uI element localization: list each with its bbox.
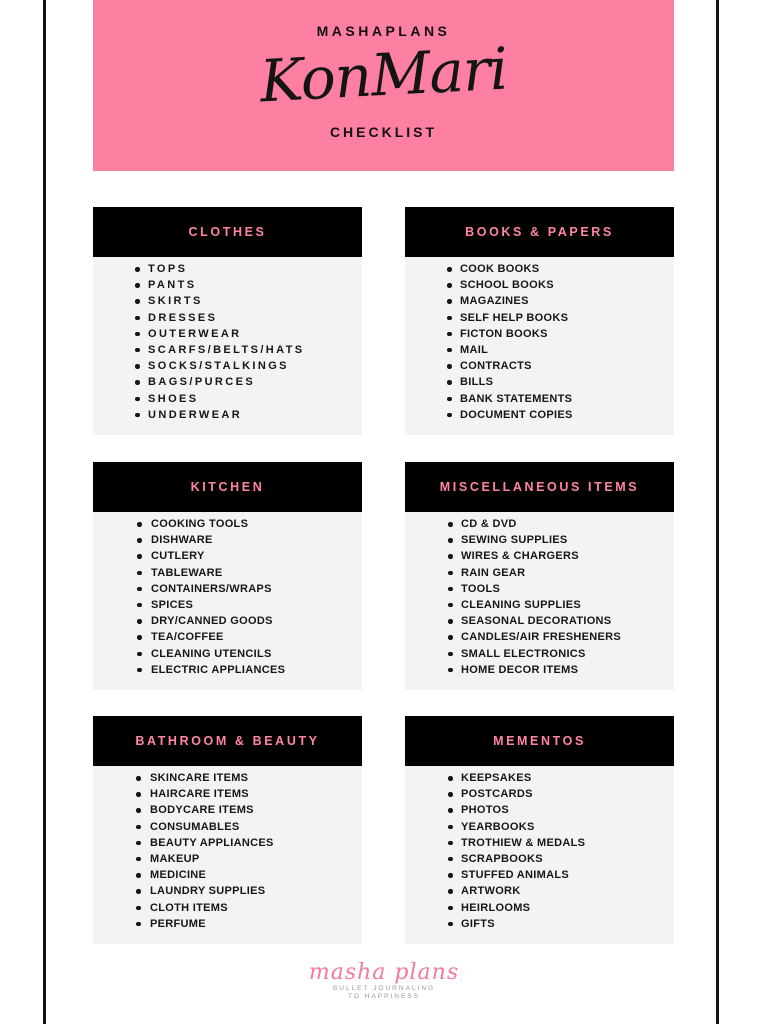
bullet-icon bbox=[136, 857, 141, 862]
list-item: PERFUME bbox=[93, 916, 362, 932]
bullet-icon bbox=[448, 668, 453, 673]
list-item: CONTRACTS bbox=[405, 358, 674, 374]
bullet-icon bbox=[447, 364, 452, 369]
bullet-icon bbox=[136, 906, 141, 911]
bullet-icon bbox=[137, 635, 142, 640]
list-item: MAIL bbox=[405, 342, 674, 358]
list-item: ARTWORK bbox=[405, 883, 674, 899]
bullet-icon bbox=[136, 792, 141, 797]
bullet-icon bbox=[137, 522, 142, 527]
list-item: WIRES & CHARGERS bbox=[405, 548, 674, 564]
bullet-icon bbox=[448, 808, 453, 813]
bullet-icon bbox=[448, 635, 453, 640]
category-card-clothes bbox=[93, 207, 362, 435]
list-item: BODYCARE ITEMS bbox=[93, 802, 362, 818]
bullet-icon bbox=[448, 554, 453, 559]
category-card-books-papers bbox=[405, 207, 674, 435]
list-item: BEAUTY APPLIANCES bbox=[93, 835, 362, 851]
category-heading: MISCELLANEOUS ITEMS bbox=[405, 462, 674, 512]
list-item: KEEPSAKES bbox=[405, 770, 674, 786]
list-item: HOME DECOR ITEMS bbox=[405, 662, 674, 678]
list-item: CONTAINERS/WRAPS bbox=[93, 581, 362, 597]
list-item: STUFFED ANIMALS bbox=[405, 867, 674, 883]
category-heading: CLOTHES bbox=[93, 207, 362, 257]
list-item: COOKING TOOLS bbox=[93, 516, 362, 532]
list-item: DISHWARE bbox=[93, 532, 362, 548]
list-item: HAIRCARE ITEMS bbox=[93, 786, 362, 802]
checklist bbox=[93, 516, 362, 678]
list-item: DOCUMENT COPIES bbox=[405, 407, 674, 423]
bullet-icon bbox=[135, 316, 140, 321]
list-item: LAUNDRY SUPPLIES bbox=[93, 883, 362, 899]
bullet-icon bbox=[136, 841, 141, 846]
list-item: SELF HELP BOOKS bbox=[405, 310, 674, 326]
bullet-icon bbox=[448, 603, 453, 608]
bullet-icon bbox=[135, 380, 140, 385]
category-heading: BATHROOM & BEAUTY bbox=[93, 716, 362, 766]
list-item: MAKEUP bbox=[93, 851, 362, 867]
list-item: SCHOOL BOOKS bbox=[405, 277, 674, 293]
list-item: DRESSES bbox=[93, 310, 362, 326]
bullet-icon bbox=[447, 316, 452, 321]
category-card-bathroom-beauty bbox=[93, 716, 362, 944]
bullet-icon bbox=[447, 299, 452, 304]
bullet-icon bbox=[448, 587, 453, 592]
bullet-icon bbox=[447, 332, 452, 337]
list-item: SHOES bbox=[93, 391, 362, 407]
list-item: MAGAZINES bbox=[405, 293, 674, 309]
list-item: POSTCARDS bbox=[405, 786, 674, 802]
list-item: BANK STATEMENTS bbox=[405, 391, 674, 407]
footer-logo: masha plans bbox=[308, 960, 460, 985]
list-item: SOCKS/STALKINGS bbox=[93, 358, 362, 374]
bullet-icon bbox=[137, 603, 142, 608]
category-card-kitchen bbox=[93, 462, 362, 690]
list-item: RAIN GEAR bbox=[405, 565, 674, 581]
bullet-icon bbox=[135, 267, 140, 272]
list-item: CLOTH ITEMS bbox=[93, 900, 362, 916]
list-item: PANTS bbox=[93, 277, 362, 293]
footer-logo-block bbox=[0, 960, 768, 1001]
list-item: BILLS bbox=[405, 374, 674, 390]
list-item: SEASONAL DECORATIONS bbox=[405, 613, 674, 629]
list-item: PHOTOS bbox=[405, 802, 674, 818]
bullet-icon bbox=[448, 841, 453, 846]
bullet-icon bbox=[448, 619, 453, 624]
bullet-icon bbox=[448, 522, 453, 527]
list-item: YEARBOOKS bbox=[405, 819, 674, 835]
brand-name: MASHAPLANS bbox=[316, 23, 451, 39]
bullet-icon bbox=[448, 825, 453, 830]
category-heading: MEMENTOS bbox=[405, 716, 674, 766]
bullet-icon bbox=[448, 906, 453, 911]
bullet-icon bbox=[135, 413, 140, 418]
bullet-icon bbox=[448, 889, 453, 894]
list-item: GIFTS bbox=[405, 916, 674, 932]
bullet-icon bbox=[136, 889, 141, 894]
bullet-icon bbox=[137, 668, 142, 673]
list-item: DRY/CANNED GOODS bbox=[93, 613, 362, 629]
category-list-panel bbox=[93, 766, 362, 944]
bullet-icon bbox=[137, 619, 142, 624]
list-item: SKINCARE ITEMS bbox=[93, 770, 362, 786]
category-list-panel bbox=[405, 512, 674, 690]
bullet-icon bbox=[447, 267, 452, 272]
list-item: COOK BOOKS bbox=[405, 261, 674, 277]
list-item: HEIRLOOMS bbox=[405, 900, 674, 916]
checklist bbox=[93, 261, 362, 423]
footer-tagline: BULLET JOURNALING bbox=[332, 985, 436, 992]
list-item: TOOLS bbox=[405, 581, 674, 597]
bullet-icon bbox=[447, 380, 452, 385]
list-item: BAGS/PURCES bbox=[93, 374, 362, 390]
bullet-icon bbox=[135, 364, 140, 369]
bullet-icon bbox=[448, 922, 453, 927]
bullet-icon bbox=[448, 776, 453, 781]
bullet-icon bbox=[447, 397, 452, 402]
category-list-panel bbox=[93, 512, 362, 690]
bullet-icon bbox=[136, 873, 141, 878]
list-item: CD & DVD bbox=[405, 516, 674, 532]
bullet-icon bbox=[137, 587, 142, 592]
list-item: CONSUMABLES bbox=[93, 819, 362, 835]
bullet-icon bbox=[448, 792, 453, 797]
list-item: TABLEWARE bbox=[93, 565, 362, 581]
bullet-icon bbox=[135, 348, 140, 353]
category-list-panel bbox=[93, 257, 362, 435]
category-list-panel bbox=[405, 766, 674, 944]
bullet-icon bbox=[447, 348, 452, 353]
checklist bbox=[405, 261, 674, 423]
list-item: CANDLES/AIR FRESHENERS bbox=[405, 629, 674, 645]
list-item: SCARFS/BELTS/HATS bbox=[93, 342, 362, 358]
bullet-icon bbox=[135, 397, 140, 402]
list-item: ELECTRIC APPLIANCES bbox=[93, 662, 362, 678]
bullet-icon bbox=[447, 283, 452, 288]
bullet-icon bbox=[137, 538, 142, 543]
category-card-mementos bbox=[405, 716, 674, 944]
page-title: KonMari bbox=[258, 34, 509, 116]
list-item: SEWING SUPPLIES bbox=[405, 532, 674, 548]
list-item: UNDERWEAR bbox=[93, 407, 362, 423]
bullet-icon bbox=[448, 571, 453, 576]
bullet-icon bbox=[448, 538, 453, 543]
footer-tagline: TO HAPPINESS bbox=[348, 993, 420, 1000]
list-item: OUTERWEAR bbox=[93, 326, 362, 342]
list-item: SPICES bbox=[93, 597, 362, 613]
category-card-miscellaneous bbox=[405, 462, 674, 690]
bullet-icon bbox=[136, 825, 141, 830]
bullet-icon bbox=[137, 652, 142, 657]
category-heading: KITCHEN bbox=[93, 462, 362, 512]
checklist bbox=[93, 770, 362, 932]
checklist bbox=[405, 770, 674, 932]
list-item: SKIRTS bbox=[93, 293, 362, 309]
bullet-icon bbox=[137, 571, 142, 576]
list-item: TEA/COFFEE bbox=[93, 629, 362, 645]
list-item: MEDICINE bbox=[93, 867, 362, 883]
page-subtitle: CHECKLIST bbox=[329, 124, 438, 140]
header-banner bbox=[93, 0, 674, 171]
bullet-icon bbox=[137, 554, 142, 559]
bullet-icon bbox=[135, 283, 140, 288]
list-item: FICTON BOOKS bbox=[405, 326, 674, 342]
bullet-icon bbox=[447, 413, 452, 418]
bullet-icon bbox=[448, 652, 453, 657]
list-item: CLEANING SUPPLIES bbox=[405, 597, 674, 613]
category-heading: BOOKS & PAPERS bbox=[405, 207, 674, 257]
bullet-icon bbox=[448, 873, 453, 878]
checklist bbox=[405, 516, 674, 678]
list-item: TOPS bbox=[93, 261, 362, 277]
bullet-icon bbox=[135, 299, 140, 304]
bullet-icon bbox=[135, 332, 140, 337]
category-list-panel bbox=[405, 257, 674, 435]
bullet-icon bbox=[448, 857, 453, 862]
list-item: CLEANING UTENCILS bbox=[93, 646, 362, 662]
list-item: TROTHIEW & MEDALS bbox=[405, 835, 674, 851]
list-item: SMALL ELECTRONICS bbox=[405, 646, 674, 662]
list-item: CUTLERY bbox=[93, 548, 362, 564]
bullet-icon bbox=[136, 808, 141, 813]
bullet-icon bbox=[136, 922, 141, 927]
list-item: SCRAPBOOKS bbox=[405, 851, 674, 867]
bullet-icon bbox=[136, 776, 141, 781]
